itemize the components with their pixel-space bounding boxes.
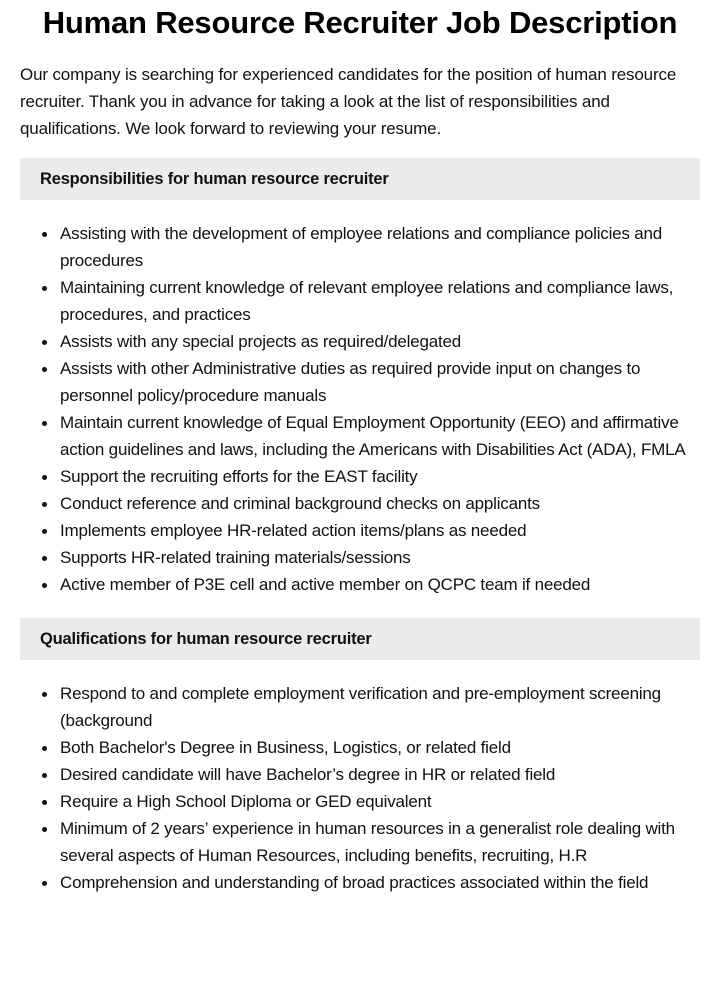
- list-item-text: Conduct reference and criminal background checks on applicants: [60, 494, 540, 513]
- list-item: [60, 761, 700, 788]
- bullet-icon: [42, 583, 47, 588]
- list-item-text: Require a High School Diploma or GED equivalent: [60, 792, 432, 811]
- list-item: [60, 409, 700, 463]
- intro-paragraph: Our company is searching for experienced candidates for the position of human resource recruiter. Thank you in advance for taking a look at the list of responsibilities and qualifications. We look forward to reviewing your resume.: [20, 65, 677, 138]
- list-item: [60, 517, 700, 544]
- list-item: [60, 571, 700, 598]
- list-item-text: Both Bachelor's Degree in Business, Logistics, or related field: [60, 738, 511, 757]
- bullet-icon: [42, 800, 47, 805]
- list-item: [60, 463, 700, 490]
- bullet-icon: [42, 556, 47, 561]
- bullet-icon: [42, 475, 47, 480]
- responsibilities-heading: Responsibilities for human resource recruiter: [20, 158, 700, 200]
- list-item-text: Assisting with the development of employee relations and compliance policies and procedures: [60, 224, 663, 270]
- bullet-icon: [42, 529, 47, 534]
- qualifications-list: [20, 680, 700, 896]
- list-item: [60, 220, 700, 274]
- list-item: [60, 274, 700, 328]
- bullet-icon: [42, 367, 47, 372]
- qualifications-heading: Qualifications for human resource recruiter: [20, 618, 700, 660]
- responsibilities-list: [20, 220, 700, 598]
- list-item-text: Implements employee HR-related action items/plans as needed: [60, 521, 527, 540]
- bullet-icon: [42, 827, 47, 832]
- bullet-icon: [42, 881, 47, 886]
- list-item: [60, 734, 700, 761]
- list-item: [60, 815, 700, 869]
- list-item-text: Assists with other Administrative duties as required provide input on changes to personnel policy/procedure manuals: [60, 359, 641, 405]
- list-item-text: Maintain current knowledge of Equal Employment Opportunity (EEO) and affirmative action guidelines and laws, including the Americans with Disabilities Act (ADA), FMLA: [60, 413, 686, 459]
- list-item: [60, 869, 700, 896]
- list-item: [60, 328, 700, 355]
- list-item-text: Comprehension and understanding of broad practices associated within the field: [60, 873, 649, 892]
- bullet-icon: [42, 340, 47, 345]
- list-item-text: Support the recruiting efforts for the EAST facility: [60, 467, 418, 486]
- list-item: [60, 355, 700, 409]
- bullet-icon: [42, 286, 47, 291]
- bullet-icon: [42, 502, 47, 507]
- bullet-icon: [42, 773, 47, 778]
- list-item-text: Supports HR-related training materials/sessions: [60, 548, 411, 567]
- list-item-text: Maintaining current knowledge of relevant employee relations and compliance laws, procedures, and practices: [60, 278, 674, 324]
- list-item: [60, 680, 700, 734]
- list-item-text: Desired candidate will have Bachelor’s degree in HR or related field: [60, 765, 556, 784]
- list-item-text: Assists with any special projects as required/delegated: [60, 332, 461, 351]
- bullet-icon: [42, 232, 47, 237]
- bullet-icon: [42, 746, 47, 751]
- bullet-icon: [42, 692, 47, 697]
- bullet-icon: [42, 421, 47, 426]
- page-title: Human Resource Recruiter Job Description: [42, 5, 678, 40]
- qualifications-section: [20, 618, 700, 896]
- list-item-text: Respond to and complete employment verification and pre-employment screening (background: [60, 684, 661, 730]
- list-item-text: Minimum of 2 years’ experience in human resources in a generalist role dealing with several aspects of Human Resources, including benefits, recruiting, H.R: [60, 819, 675, 865]
- responsibilities-section: [20, 158, 700, 598]
- list-item: [60, 544, 700, 571]
- list-item-text: Active member of P3E cell and active member on QCPC team if needed: [60, 575, 591, 594]
- list-item: [60, 490, 700, 517]
- list-item: [60, 788, 700, 815]
